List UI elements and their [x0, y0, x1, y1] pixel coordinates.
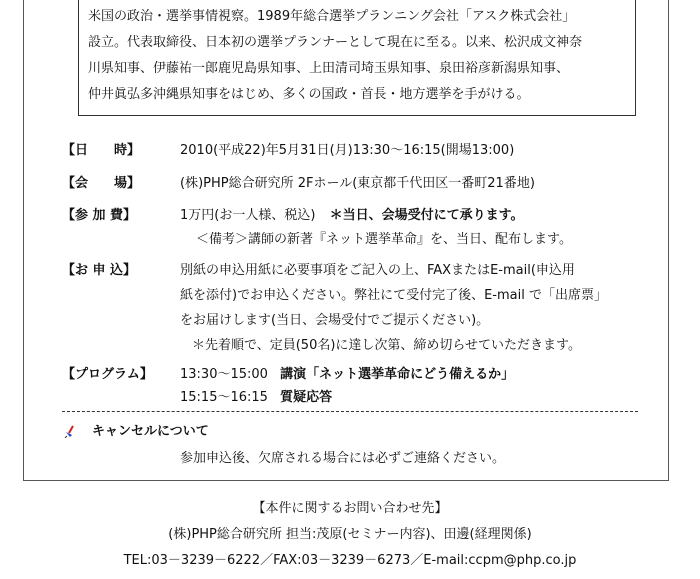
program-label: 【プログラム】	[62, 367, 153, 382]
fee-note: ＊当日、会場受付にて承ります。	[329, 208, 524, 223]
fee-amount: 1万円(お一人様、税込)	[180, 208, 316, 223]
apply-line-3: をお届けします(当日、会場受付でご提示ください)。	[180, 313, 490, 328]
date-value: 2010(平成22)年5月31日(月)13:30～16:15(開場13:00)	[180, 143, 515, 158]
contact-title: 【本件に関するお問い合わせ先】	[252, 501, 448, 516]
section-divider	[62, 411, 638, 412]
apply-line-4: ＊先着順で、定員(50名)に達し次第、締め切らせていただきます。	[192, 338, 581, 353]
contact-person: (株)PHP総合研究所 担当:茂原(セミナー内容)、田邊(経理関係)	[168, 527, 532, 542]
cancel-text: 参加申込後、欠席される場合には必ずご連絡ください。	[180, 451, 506, 466]
apply-line-1: 別紙の申込用紙に必要事項をご記入の上、FAXまたはE-mail(申込用	[180, 263, 575, 278]
venue-value: (株)PHP総合研究所 2Fホール(東京都千代田区一番町21番地)	[180, 176, 535, 191]
program-time: 15:15～16:15	[180, 390, 268, 405]
apply-label: 【お 申 込】	[62, 263, 137, 278]
program-title: 質疑応答	[280, 390, 333, 405]
apply-line-2: 紙を添付)でお申込ください。弊社にて受付完了後、E-mail で「出席票」	[180, 288, 607, 303]
program-item-1	[180, 367, 514, 383]
fee-label: 【参 加 費】	[62, 208, 137, 223]
cancel-heading: キャンセルについて	[92, 424, 209, 439]
bio-line-2: 設立。代表取締役、日本初の選挙プランナーとして現在に至る。以来、松沢成文神奈	[88, 35, 583, 50]
pushpin-icon	[64, 424, 78, 438]
program-title: 講演「ネット選挙革命にどう備えるか」	[280, 367, 515, 382]
bio-line-1: 米国の政治・選挙事情視察。1989年総合選挙プランニング会社「アスク株式会社」	[88, 9, 576, 24]
contact-numbers: TEL:03－3239－6222／FAX:03－3239－6273／E-mail:ccpm@php.co.jp	[123, 553, 577, 568]
program-time: 13:30～15:00	[180, 367, 268, 382]
bio-line-3: 川県知事、伊藤祐一郎鹿児島県知事、上田清司埼玉県知事、泉田裕彦新潟県知事、	[88, 61, 570, 76]
program-item-2	[180, 390, 332, 406]
fee-remark: ＜備考＞講師の新著『ネット選挙革命』を、当日、配布します。	[196, 232, 572, 247]
date-label: 【日 時】	[62, 143, 141, 158]
fee-value	[180, 208, 524, 224]
bio-line-4: 仲井眞弘多沖縄県知事をはじめ、多くの国政・首長・地方選挙を手がける。	[88, 87, 530, 102]
venue-label: 【会 場】	[62, 176, 141, 191]
